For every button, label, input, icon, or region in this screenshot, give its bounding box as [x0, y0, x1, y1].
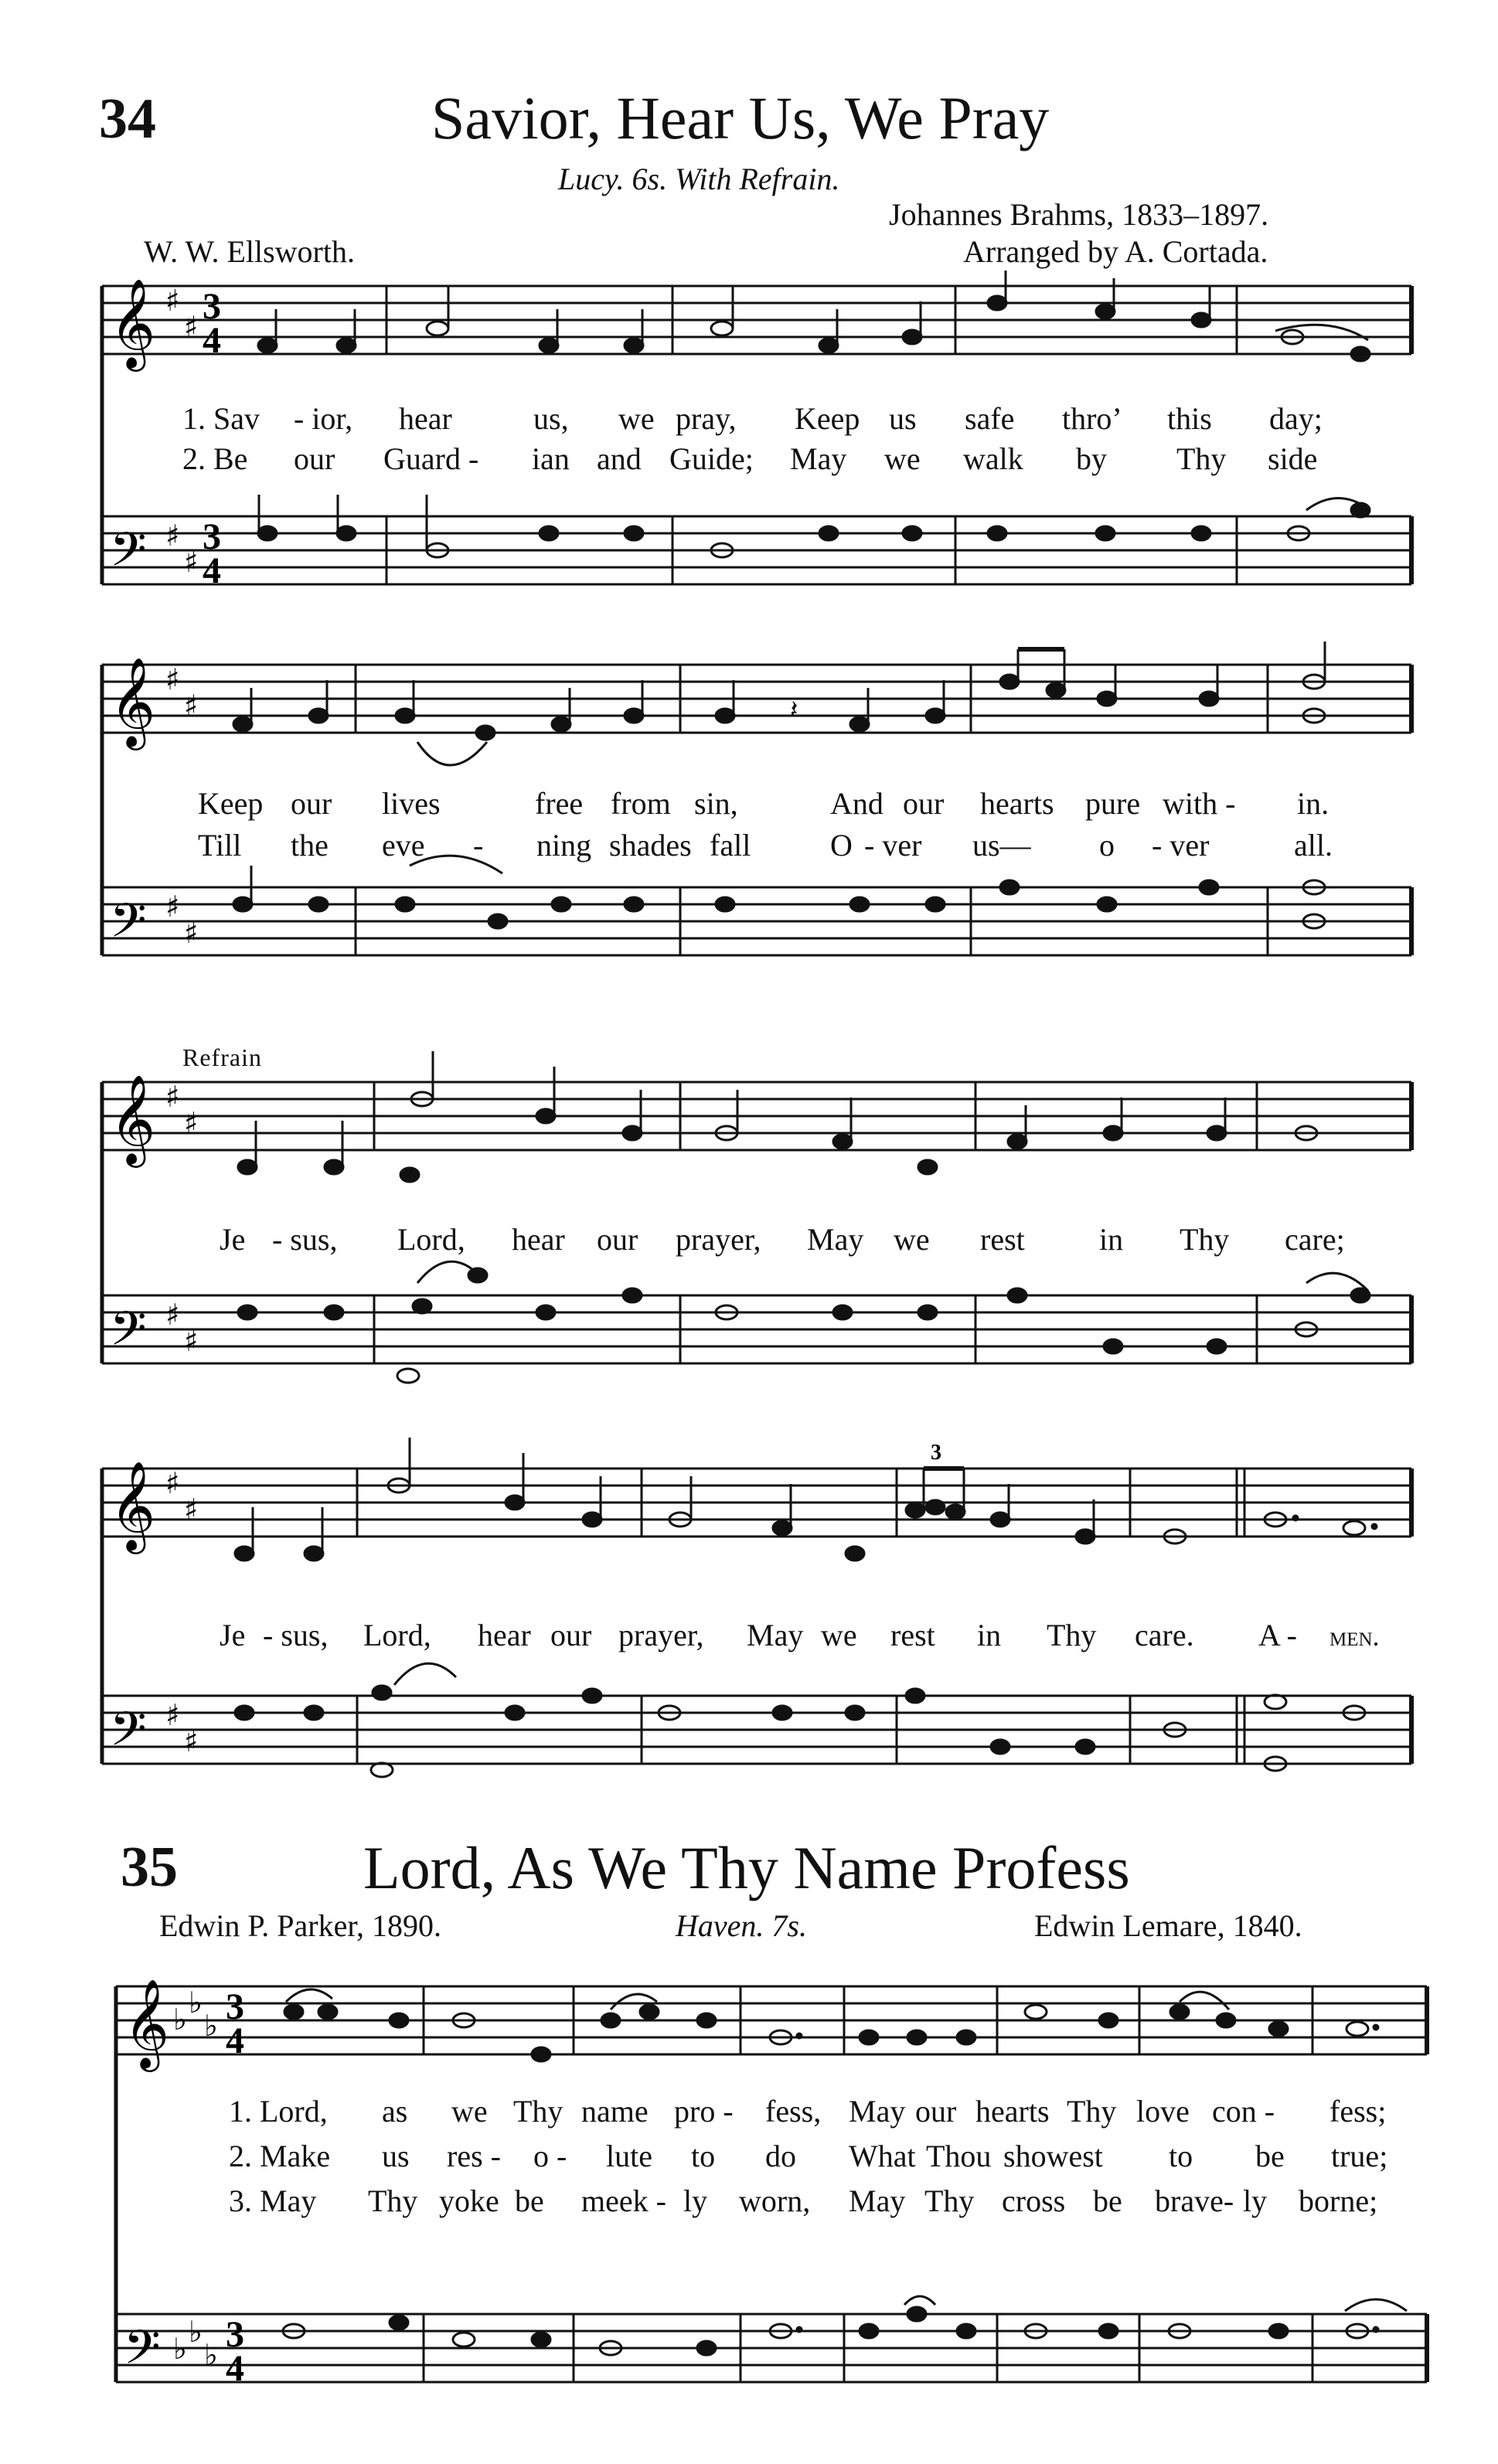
syllable: May: [807, 1222, 864, 1257]
key-sharp-icon: ♯: [165, 519, 180, 553]
key-flat-icon: ♭: [173, 2003, 187, 2037]
syllable: in: [1099, 1222, 1124, 1257]
key-sharp-icon: ♯: [184, 1324, 199, 1358]
syllable: Thy: [924, 2183, 975, 2218]
refrain-label: Refrain: [182, 1043, 262, 1071]
syllable: showest: [1003, 2139, 1103, 2173]
syllable: O: [830, 828, 853, 863]
syllable: yoke: [439, 2183, 499, 2218]
syllable: Thy: [1047, 1618, 1097, 1652]
syllable: us,: [533, 401, 569, 436]
syllable: as: [382, 2094, 408, 2129]
syllable: 3. May: [229, 2183, 317, 2218]
syllable: our: [550, 1618, 592, 1652]
bass-clef-icon: 𝄢: [110, 893, 147, 960]
syllable: hearts: [980, 786, 1054, 821]
syllable: Keep: [795, 401, 860, 436]
hymn-title: Lord, As We Thy Name Profess: [363, 1834, 1130, 1901]
syllable: side: [1268, 441, 1318, 476]
syllable: pray,: [676, 401, 737, 436]
syllable: we: [451, 2094, 488, 2129]
author-credit: W. W. Ellsworth.: [144, 234, 355, 269]
composer-credit: Johannes Brahms, 1833–1897.: [889, 197, 1269, 232]
time-signature-top: 3: [203, 286, 221, 327]
syllable: hear: [512, 1222, 565, 1257]
tune-meter: Haven. 7s.: [676, 1908, 807, 1943]
syllable: care.: [1135, 1618, 1194, 1652]
syllable: prayer,: [676, 1222, 761, 1257]
syllable: o -: [533, 2139, 567, 2173]
syllable: shades: [609, 828, 692, 863]
triplet-mark: 3: [931, 1441, 941, 1465]
syllable: Thy: [1067, 2094, 1117, 2129]
syllable: Lord,: [397, 1222, 465, 1257]
syllable: this: [1167, 401, 1212, 436]
syllable: rest: [890, 1618, 935, 1652]
syllable: be: [1255, 2139, 1285, 2173]
bass-clef-icon: 𝄢: [110, 1302, 147, 1368]
key-sharp-icon: ♯: [165, 1466, 180, 1500]
hymn-title: Savior, Hear Us, We Pray: [431, 84, 1050, 151]
treble-clef-icon: 𝄞: [110, 277, 156, 368]
key-sharp-icon: ♯: [184, 916, 199, 950]
syllable: all.: [1294, 828, 1333, 863]
time-signature-bottom: 4: [203, 550, 221, 591]
syllable: fess,: [765, 2094, 822, 2129]
syllable: May: [849, 2094, 906, 2129]
syllable: -: [473, 828, 484, 863]
syllable: - ver: [1152, 828, 1210, 863]
syllable: we: [884, 441, 921, 476]
syllable: fall: [710, 828, 751, 863]
syllable: hear: [399, 401, 452, 436]
treble-clef-icon: 𝄞: [110, 1074, 156, 1164]
syllable: pro -: [674, 2094, 734, 2129]
syllable: A -: [1258, 1618, 1297, 1652]
syllable: Je: [220, 1222, 246, 1257]
syllable: to: [691, 2139, 716, 2173]
syllable: May: [790, 441, 847, 476]
hymn-number: 34: [99, 87, 156, 151]
bass-clef-icon: 𝄢: [110, 1702, 147, 1768]
syllable: pure: [1085, 786, 1141, 821]
syllable: Thou: [926, 2139, 992, 2173]
key-sharp-icon: ♯: [165, 1698, 180, 1732]
key-flat-icon: ♭: [204, 2338, 218, 2372]
syllable: with -: [1163, 786, 1236, 821]
syllable: us: [382, 2139, 410, 2173]
syllable: do: [765, 2139, 796, 2173]
syllable: in: [977, 1618, 1002, 1652]
syllable: ning: [536, 828, 592, 863]
key-sharp-icon: ♯: [184, 1724, 199, 1758]
key-sharp-icon: ♯: [184, 1492, 199, 1526]
svg-text:𝄽: 𝄽: [790, 696, 798, 725]
syllable: us—: [972, 828, 1031, 863]
time-signature-bottom: 4: [203, 320, 221, 361]
key-sharp-icon: ♯: [165, 662, 180, 696]
syllable: safe: [965, 401, 1015, 436]
syllable: May: [747, 1618, 804, 1652]
time-signature-top: 3: [203, 516, 221, 557]
syllable: con -: [1212, 2094, 1275, 2129]
syllable: love: [1136, 2094, 1190, 2129]
author-credit: Edwin P. Parker, 1890.: [159, 1908, 442, 1943]
syllable: our: [291, 786, 332, 821]
syllable: us: [889, 401, 917, 436]
key-flat-icon: ♭: [189, 2315, 203, 2349]
key-sharp-icon: ♯: [165, 1080, 180, 1114]
syllable: and: [597, 441, 642, 476]
syllable: borne;: [1299, 2183, 1378, 2218]
syllable: name: [581, 2094, 649, 2129]
syllable: 1. Lord,: [229, 2094, 328, 2129]
syllable: the: [291, 828, 329, 863]
syllable: in.: [1297, 786, 1329, 821]
treble-clef-icon: 𝄞: [124, 1978, 170, 2068]
syllable: Guide;: [669, 441, 754, 476]
syllable: we: [821, 1618, 857, 1652]
syllable: - ver: [864, 828, 922, 863]
syllable: thro’: [1062, 401, 1122, 436]
syllable: sin,: [694, 786, 738, 821]
syllable: ly: [683, 2183, 708, 2218]
syllable: ian: [532, 441, 570, 476]
treble-clef-icon: 𝄞: [110, 656, 156, 747]
syllable: walk: [963, 441, 1023, 476]
syllable: our: [915, 2094, 957, 2129]
time-signature-bottom: 4: [226, 2348, 244, 2389]
syllable: worn,: [739, 2183, 811, 2218]
treble-clef-icon: 𝄞: [110, 1460, 156, 1550]
composer-credit: Edwin Lemare, 1840.: [1034, 1908, 1302, 1943]
key-sharp-icon: ♯: [165, 890, 180, 924]
syllable: prayer,: [618, 1618, 704, 1652]
key-sharp-icon: ♯: [184, 545, 199, 579]
syllable: Lord,: [363, 1618, 431, 1652]
bass-clef-icon: 𝄢: [110, 522, 147, 589]
score-staves: [0, 642, 1498, 1005]
syllable: free: [535, 786, 584, 821]
syllable: we: [618, 401, 655, 436]
syllable: Keep: [198, 786, 264, 821]
key-sharp-icon: ♯: [165, 1298, 180, 1332]
time-signature-top: 3: [226, 1986, 244, 2027]
syllable: Thy: [1180, 1222, 1230, 1257]
syllable: rest: [980, 1222, 1025, 1257]
tune-meter: Lucy. 6s. With Refrain.: [558, 162, 840, 196]
key-flat-icon: ♭: [204, 2009, 218, 2043]
syllable: fess;: [1329, 2094, 1387, 2129]
syllable: brave-: [1155, 2183, 1234, 2218]
syllable: lute: [606, 2139, 652, 2173]
syllable: - sus,: [263, 1618, 329, 1652]
syllable: meek -: [581, 2183, 666, 2218]
syllable: And: [830, 786, 883, 821]
key-flat-icon: ♭: [189, 1986, 203, 2020]
syllable: - sus,: [272, 1222, 338, 1257]
syllable: Thy: [368, 2183, 418, 2218]
syllable: we: [894, 1222, 930, 1257]
syllable: What: [849, 2139, 916, 2173]
syllable: our: [294, 441, 335, 476]
syllable: May: [849, 2183, 906, 2218]
syllable: 2. Be: [182, 441, 248, 476]
syllable: 1. Sav: [182, 401, 260, 436]
syllable: res -: [447, 2139, 501, 2173]
syllable: men.: [1329, 1621, 1380, 1652]
syllable: our: [903, 786, 945, 821]
syllable: eve: [382, 828, 425, 863]
syllable: our: [597, 1222, 638, 1257]
syllable: 2. Make: [229, 2139, 331, 2173]
syllable: from: [611, 786, 671, 821]
syllable: care;: [1285, 1222, 1345, 1257]
syllable: Thy: [513, 2094, 563, 2129]
bass-clef-icon: 𝄢: [124, 2320, 161, 2387]
syllable: lives: [382, 786, 441, 821]
key-sharp-icon: ♯: [184, 689, 199, 723]
syllable: day;: [1269, 401, 1323, 436]
key-sharp-icon: ♯: [165, 284, 180, 318]
arranger-credit: Arranged by A. Cortada.: [963, 234, 1268, 269]
time-signature-top: 3: [226, 2314, 244, 2355]
syllable: hearts: [975, 2094, 1050, 2129]
syllable: to: [1169, 2139, 1193, 2173]
syllable: cross: [1002, 2183, 1066, 2218]
syllable: true;: [1331, 2139, 1388, 2173]
syllable: be: [1093, 2183, 1122, 2218]
key-sharp-icon: ♯: [184, 1106, 199, 1140]
syllable: o: [1099, 828, 1115, 863]
syllable: be: [515, 2183, 544, 2218]
syllable: Guard -: [383, 441, 479, 476]
syllable: Thy: [1176, 441, 1227, 476]
syllable: - ior,: [294, 401, 353, 436]
hymn-number: 35: [121, 1836, 178, 1899]
syllable: by: [1076, 441, 1107, 476]
key-sharp-icon: ♯: [184, 310, 199, 344]
time-signature-bottom: 4: [226, 2020, 244, 2061]
syllable: Je: [220, 1618, 246, 1652]
syllable: hear: [478, 1618, 531, 1652]
syllable: Till: [198, 828, 242, 863]
syllable: ly: [1243, 2183, 1268, 2218]
key-flat-icon: ♭: [173, 2332, 187, 2366]
